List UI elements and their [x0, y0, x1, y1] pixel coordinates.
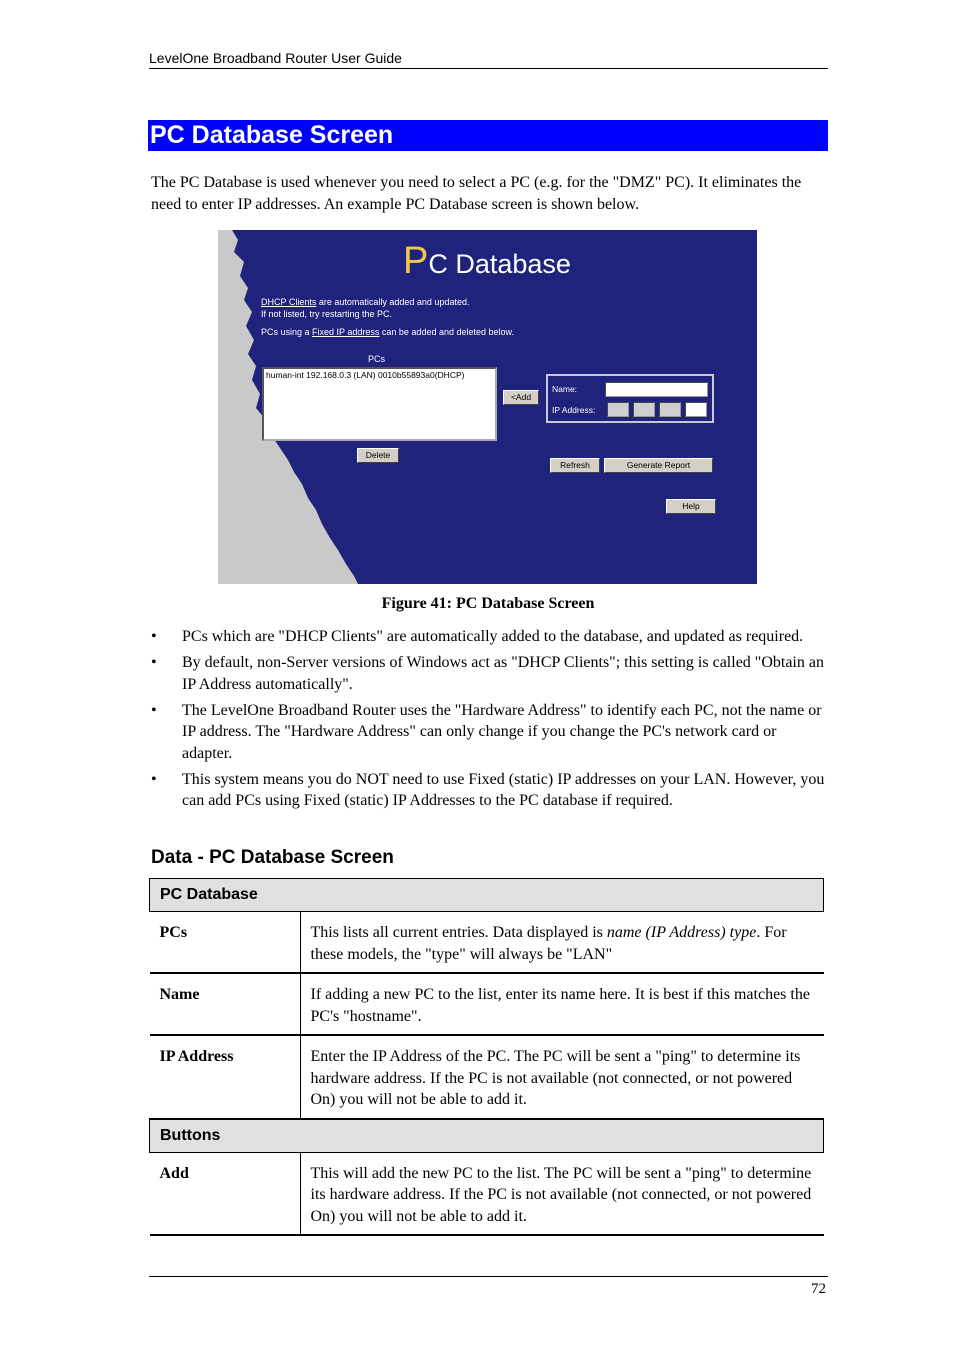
- bullet-list: [149, 626, 829, 816]
- pc-list-item[interactable]: human-int 192.168.0.3 (LAN) 0010b55893a0(DHCP): [266, 370, 493, 380]
- page-number: 72: [811, 1281, 826, 1297]
- data-section-heading: Data - PC Database Screen: [151, 847, 394, 868]
- ip-address-label: IP Address:: [552, 405, 596, 415]
- table-group-header: [150, 879, 824, 912]
- row-key-add: Add: [150, 1152, 301, 1235]
- pc-database-screenshot: [218, 230, 757, 584]
- row-desc-name: If adding a new PC to the list, enter its name here. It is best if this matches the PC's "hostname".: [300, 973, 824, 1035]
- footer-rule: [149, 1276, 828, 1277]
- fixed-ip-link[interactable]: Fixed IP address: [312, 327, 380, 337]
- pcs-list-label: PCs: [368, 354, 386, 364]
- restart-hint-line: If not listed, try restarting the PC.: [261, 309, 393, 319]
- table-row: [150, 1152, 824, 1235]
- bullet-item: • This system means you do NOT need to use Fixed (static) IP addresses on your LAN. However, you can add PCs using Fixed (static) IP Addresses to the PC database if required.: [149, 769, 829, 812]
- data-table: [149, 878, 824, 1236]
- ip-octet-1-input[interactable]: [607, 402, 629, 417]
- add-button[interactable]: <Add: [503, 390, 539, 405]
- screenshot-title: PC Database: [403, 240, 571, 282]
- name-input[interactable]: [605, 382, 708, 397]
- ip-octet-4-input[interactable]: [685, 402, 707, 417]
- generate-report-button[interactable]: Generate Report: [604, 458, 713, 473]
- running-header: LevelOne Broadband Router User Guide: [149, 48, 828, 69]
- bullet-item: • PCs which are "DHCP Clients" are automatically added to the database, and updated as required.: [149, 626, 829, 648]
- row-key-name: Name: [150, 973, 301, 1035]
- refresh-button[interactable]: Refresh: [550, 458, 600, 473]
- intro-paragraph: The PC Database is used whenever you need to select a PC (e.g. for the "DMZ" PC). It eliminates the need to enter IP addresses. An example PC Database screen is shown below.: [151, 174, 802, 213]
- add-pc-form: [546, 374, 714, 423]
- row-key-ip-address: IP Address: [150, 1035, 301, 1119]
- figure-caption: Figure 41: PC Database Screen: [381, 595, 595, 612]
- bullet-item: • By default, non-Server versions of Windows act as "DHCP Clients"; this setting is called "Obtain an IP Address automatically".: [149, 652, 829, 695]
- ip-octet-3-input[interactable]: [659, 402, 681, 417]
- table-row: [150, 912, 824, 974]
- row-desc-ip-address: Enter the IP Address of the PC. The PC will be sent a "ping" to determine its hardware address. If the PC is not available (not connected, or not powered On) you will not be able to add it.: [300, 1035, 824, 1119]
- pcs-listbox[interactable]: [262, 367, 497, 441]
- row-desc-pcs: This lists all current entries. Data displayed is name (IP Address) type. For these models, the "type" will always be "LAN": [300, 912, 824, 974]
- section-title: PC Database Screen: [148, 120, 828, 151]
- ip-octet-2-input[interactable]: [633, 402, 655, 417]
- name-label: Name:: [552, 384, 578, 394]
- row-key-pcs: PCs: [150, 912, 301, 974]
- bullet-item: • The LevelOne Broadband Router uses the "Hardware Address" to identify each PC, not the name or IP address. The "Hardware Address" can only change if you change the PC's network card or adapter.: [149, 700, 829, 765]
- fixed-ip-info-line: PCs using a Fixed IP address can be added and deleted below.: [261, 327, 515, 337]
- group-title-buttons: Buttons: [150, 1119, 824, 1153]
- group-title-pc-database: PC Database: [150, 879, 824, 912]
- delete-button[interactable]: Delete: [357, 448, 399, 463]
- table-row: [150, 973, 824, 1035]
- row-desc-add: This will add the new PC to the list. The PC will be sent a "ping" to determine its hardware address. If the PC is not available (not connected, or not powered On) you will not be able to add it.: [300, 1152, 824, 1235]
- table-group-header: [150, 1119, 824, 1153]
- dhcp-clients-link[interactable]: DHCP Clients: [261, 297, 317, 307]
- help-button[interactable]: Help: [666, 499, 716, 514]
- dhcp-info-line: DHCP Clients are automatically added and updated.: [261, 297, 470, 307]
- table-row: [150, 1035, 824, 1119]
